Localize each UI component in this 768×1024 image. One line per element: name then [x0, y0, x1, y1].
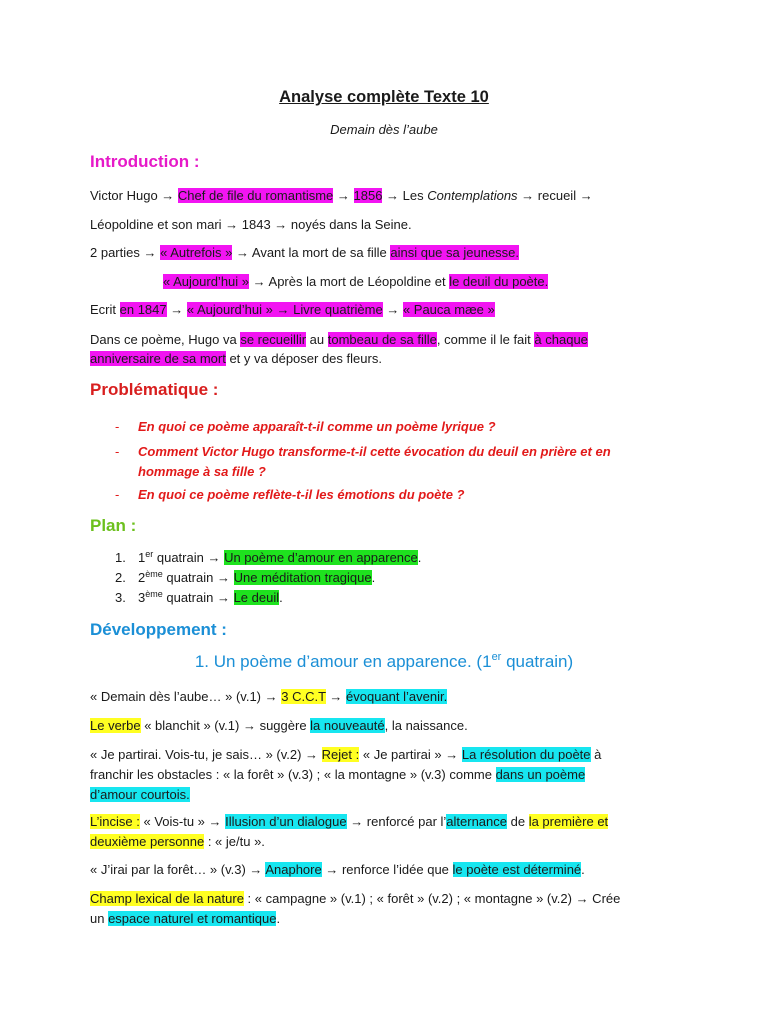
highlight: → Livre quatrième: [272, 302, 383, 317]
text: → renforcé par l’: [346, 814, 447, 829]
text: « Vois-tu » →: [139, 814, 226, 829]
question-3: [115, 485, 655, 505]
highlight: Le deuil: [233, 590, 280, 605]
text: 3: [138, 590, 146, 605]
question-1: [115, 417, 655, 437]
highlight: anniversaire de sa mort: [90, 351, 226, 366]
dev-paragraph-1: [90, 687, 680, 707]
highlight: le deuil du poète.: [449, 274, 549, 289]
text: → Avant la mort de sa fille: [232, 245, 391, 260]
intro-line-7: [90, 349, 680, 369]
highlight: dans un poème: [495, 767, 586, 782]
question-text: En quoi ce poème reflète-t-il les émotions du poète ?: [138, 487, 465, 502]
text: →: [382, 302, 403, 317]
text: 1: [138, 550, 146, 565]
dash: -: [115, 444, 120, 459]
text: .: [279, 590, 283, 605]
text: quatrain): [501, 652, 574, 671]
text: à: [590, 747, 602, 762]
section-1-title: [0, 652, 768, 672]
superscript: ème: [145, 589, 163, 599]
highlight: « Autrefois »: [160, 245, 233, 260]
highlight: « Aujourd’hui »: [186, 302, 273, 317]
highlight: 3 C.C.T: [281, 689, 326, 704]
text: quatrain →: [153, 550, 225, 565]
highlight: tombeau de sa fille: [327, 332, 437, 347]
text: .: [371, 570, 376, 585]
intro-line-3: [90, 243, 680, 263]
dev-paragraph-5: [90, 860, 680, 880]
text: → renforce l’idée que: [321, 862, 453, 877]
text: Ecrit: [90, 302, 120, 317]
intro-line-4: [163, 272, 753, 292]
intro-line-2: Léopoldine et son mari → 1843 → noyés dans la Seine.: [90, 217, 412, 232]
highlight: deuxième personne: [90, 834, 205, 849]
highlight: à chaque: [534, 332, 588, 347]
text: de: [507, 814, 529, 829]
highlight: la première et: [528, 814, 609, 829]
text: → recueil →: [517, 188, 593, 203]
list-number: 2.: [115, 570, 126, 585]
highlight: évoquant l’avenir.: [346, 689, 448, 704]
text: →: [166, 302, 187, 317]
highlight: Une méditation tragique: [233, 570, 372, 585]
text: et y va déposer des fleurs.: [225, 351, 382, 366]
question-2: [115, 442, 655, 482]
highlight: ainsi que sa jeunesse.: [390, 245, 520, 260]
dash: -: [115, 487, 120, 502]
highlight: en 1847: [119, 302, 167, 317]
text: →: [325, 689, 347, 704]
highlight: Anaphore: [265, 862, 322, 877]
highlight: Le verbe: [90, 718, 141, 733]
question-text: hommage à sa fille ?: [138, 464, 266, 479]
highlight: alternance: [446, 814, 507, 829]
highlight: Un poème d’amour en apparence: [224, 550, 418, 565]
text: 2: [138, 570, 146, 585]
text: « Je partirai. Vois-tu, je sais… » (v.2) →: [90, 747, 322, 762]
highlight: espace naturel et romantique: [108, 911, 277, 926]
text: → Les: [382, 188, 428, 203]
dash: -: [115, 419, 120, 434]
dev-paragraph-3: [90, 745, 680, 805]
text: franchir les obstacles : « la forêt » (v.3) ; « la montagne » (v.3) comme: [90, 767, 496, 782]
superscript: ème: [145, 569, 163, 579]
highlight: La résolution du poète: [461, 747, 591, 762]
highlight: Illusion d’un dialogue: [225, 814, 347, 829]
text: .: [581, 862, 585, 877]
text: , la naissance.: [384, 718, 468, 733]
text: quatrain →: [162, 590, 234, 605]
text: quatrain →: [162, 570, 234, 585]
text: 2 parties →: [90, 245, 161, 260]
text: : « je/tu ».: [204, 834, 265, 849]
text: , comme il le fait: [436, 332, 535, 347]
book-title: Contemplations: [427, 188, 518, 203]
text: Victor Hugo →: [90, 188, 178, 203]
text: .: [417, 550, 422, 565]
highlight: Champ lexical de la nature: [90, 891, 244, 906]
text: « Demain dès l’aube… » (v.1) →: [90, 689, 282, 704]
dev-paragraph-2: [90, 716, 680, 736]
text: →: [333, 188, 354, 203]
highlight: se recueillir: [240, 332, 307, 347]
document-title: Analyse complète Texte 10: [279, 88, 489, 106]
developpement-heading: Développement :: [90, 620, 227, 639]
text: au: [306, 332, 328, 347]
text: 1. Un poème d’amour en apparence. (1: [194, 652, 492, 671]
text: « Je partirai » →: [359, 747, 462, 762]
intro-line-1: [90, 186, 680, 206]
question-text: Comment Victor Hugo transforme-t-il cette évocation du deuil en prière et en: [138, 444, 611, 459]
highlight: Rejet :: [321, 747, 360, 762]
highlight: le poète est déterminé: [452, 862, 582, 877]
plan-heading: Plan :: [90, 516, 137, 535]
intro-line-6: [90, 330, 680, 350]
highlight: « Pauca mæe »: [402, 302, 495, 317]
question-text: En quoi ce poème apparaît-t-il comme un poème lyrique ?: [138, 419, 496, 434]
highlight: « Aujourd’hui »: [163, 274, 250, 289]
highlight: la nouveauté: [310, 718, 385, 733]
plan-item-3: [115, 588, 283, 608]
highlight: Chef de file du romantisme: [177, 188, 334, 203]
problematique-heading: Problématique :: [90, 380, 219, 399]
superscript: er: [145, 549, 154, 559]
text: .: [276, 911, 281, 926]
plan-item-2: [115, 568, 375, 588]
text: « blanchit » (v.1) → suggère: [140, 718, 311, 733]
list-number: 1.: [115, 550, 126, 565]
highlight: L’incise :: [90, 814, 140, 829]
plan-item-1: [115, 548, 421, 568]
intro-line-5: [90, 300, 680, 320]
dev-paragraph-4: [90, 812, 680, 852]
text: « J’irai par la forêt… » (v.3) →: [90, 862, 266, 877]
highlight: d’amour courtois.: [90, 787, 190, 802]
superscript: er: [491, 651, 502, 663]
text: Dans ce poème, Hugo va: [90, 332, 241, 347]
introduction-heading: Introduction :: [90, 152, 200, 171]
document-subtitle: Demain dès l’aube: [330, 122, 438, 137]
text: un: [90, 911, 109, 926]
text: → Après la mort de Léopoldine et: [249, 274, 450, 289]
list-number: 3.: [115, 590, 126, 605]
dev-paragraph-6: [90, 889, 680, 929]
text: : « campagne » (v.1) ; « forêt » (v.2) ; « montagne » (v.2) → Crée: [243, 891, 621, 906]
highlight: 1856: [353, 188, 383, 203]
